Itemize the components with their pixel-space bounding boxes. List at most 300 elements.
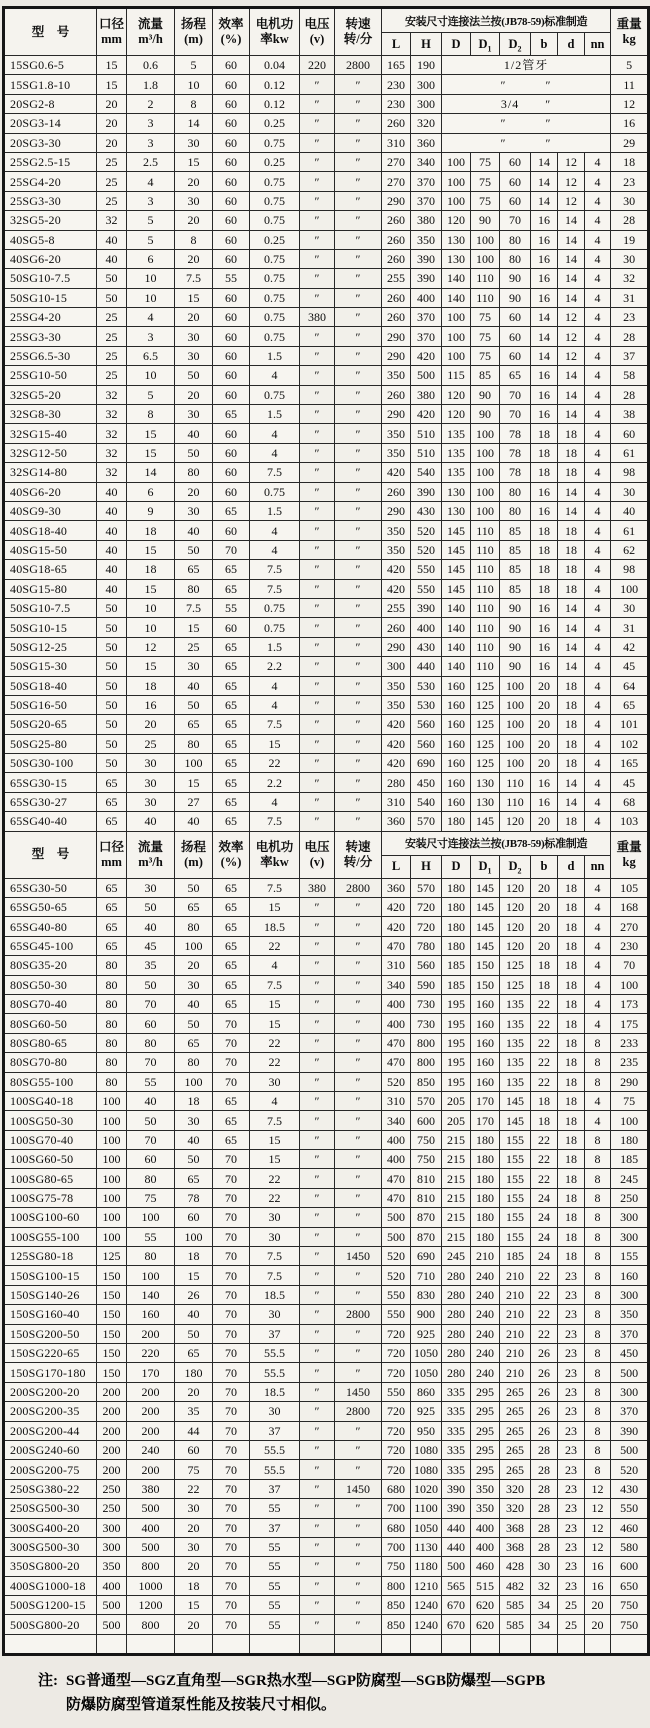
- value-cell: 60: [500, 308, 531, 327]
- value-cell: 7.5: [250, 975, 300, 994]
- value-cell: 4: [585, 598, 611, 617]
- table-row: [4, 917, 649, 936]
- value-cell: ″: [335, 152, 382, 171]
- value-cell: 150: [97, 1266, 127, 1285]
- value-cell: 100: [611, 975, 649, 994]
- value-cell: 18: [558, 560, 585, 579]
- value-cell: 25: [97, 346, 127, 365]
- value-cell: 380: [300, 878, 335, 897]
- value-cell: 65: [213, 637, 250, 656]
- value-cell: 100: [471, 424, 500, 443]
- value-cell: 100: [611, 1111, 649, 1130]
- value-cell: 4: [585, 994, 611, 1013]
- value-cell: 20: [175, 482, 213, 501]
- value-cell: 14: [558, 637, 585, 656]
- value-cell: 55.5: [250, 1363, 300, 1382]
- value-cell: 30: [175, 501, 213, 520]
- value-cell: 520: [382, 1247, 411, 1266]
- value-cell: 50: [175, 695, 213, 714]
- value-cell: 23: [558, 1460, 585, 1479]
- value-cell: 145: [471, 917, 500, 936]
- value-cell: 22: [531, 1169, 558, 1188]
- value-cell: 390: [411, 482, 442, 501]
- value-cell: 180: [611, 1130, 649, 1149]
- value-cell: 103: [611, 812, 649, 831]
- value-cell: 14: [558, 405, 585, 424]
- value-cell: 14: [558, 230, 585, 249]
- value-cell: 390: [442, 1479, 471, 1498]
- value-cell: 4: [127, 172, 175, 191]
- value-cell: 16: [531, 211, 558, 230]
- value-cell: ″: [335, 1150, 382, 1169]
- value-cell: 23: [558, 1344, 585, 1363]
- model-cell: 500SG1200-15: [4, 1596, 97, 1615]
- value-cell: 0.75: [250, 191, 300, 210]
- value-cell: 370: [411, 308, 442, 327]
- value-cell: 0.75: [250, 172, 300, 191]
- value-cell: 70: [213, 1150, 250, 1169]
- value-cell: 20: [175, 211, 213, 230]
- value-cell: 500: [442, 1557, 471, 1576]
- value-cell: 240: [471, 1324, 500, 1343]
- value-cell: 260: [382, 482, 411, 501]
- value-cell: 4: [585, 936, 611, 955]
- value-cell: 350: [382, 521, 411, 540]
- value-cell: 173: [611, 994, 649, 1013]
- table-row: [4, 1111, 649, 1130]
- value-cell: 18: [558, 994, 585, 1013]
- value-cell: 280: [442, 1305, 471, 1324]
- value-cell: 45: [127, 936, 175, 955]
- value-cell: 28: [531, 1537, 558, 1556]
- value-cell: ″: [335, 1324, 382, 1343]
- value-cell: 60: [213, 56, 250, 75]
- value-cell: 14: [531, 327, 558, 346]
- model-cell: 150SG140-26: [4, 1285, 97, 1304]
- value-cell: 810: [411, 1169, 442, 1188]
- value-cell: 125: [471, 734, 500, 753]
- value-cell: 20: [531, 936, 558, 955]
- value-cell: 1240: [411, 1615, 442, 1634]
- value-cell: 65: [213, 994, 250, 1013]
- value-cell: ″: [300, 734, 335, 753]
- value-cell: ″: [335, 366, 382, 385]
- value-cell: 4: [585, 405, 611, 424]
- value-cell: 210: [500, 1305, 531, 1324]
- value-cell: 10: [127, 288, 175, 307]
- value-cell: 165: [611, 754, 649, 773]
- value-cell: 32: [531, 1576, 558, 1595]
- value-cell: ″: [300, 936, 335, 955]
- value-cell: 34: [531, 1615, 558, 1634]
- value-cell: 40: [127, 812, 175, 831]
- model-cell: 25SG2.5-15: [4, 152, 97, 171]
- value-cell: 500: [611, 1363, 649, 1382]
- install-dim-header: d: [558, 33, 585, 56]
- model-cell: 40SG18-40: [4, 521, 97, 540]
- value-cell: 110: [500, 792, 531, 811]
- model-cell: 65SG30-50: [4, 878, 97, 897]
- value-cell: 145: [442, 521, 471, 540]
- value-cell: 70: [213, 1266, 250, 1285]
- value-cell: 600: [411, 1111, 442, 1130]
- value-cell: 70: [213, 1072, 250, 1091]
- value-cell: 620: [471, 1615, 500, 1634]
- value-cell: ″: [335, 443, 382, 462]
- value-cell: 4: [585, 1091, 611, 1110]
- install-dim-header: $D_2$: [500, 33, 531, 56]
- value-cell: 15: [250, 1014, 300, 1033]
- table-row: [4, 1150, 649, 1169]
- value-cell: ″: [300, 1324, 335, 1343]
- value-cell: 1100: [411, 1499, 442, 1518]
- table-row: [4, 405, 649, 424]
- value-cell: 295: [471, 1402, 500, 1421]
- value-cell: ″: [300, 1596, 335, 1615]
- value-cell: 170: [127, 1363, 175, 1382]
- value-cell: 22: [531, 1305, 558, 1324]
- value-cell: ″: [300, 898, 335, 917]
- value-cell: 15: [250, 1130, 300, 1149]
- value-cell: ″: [300, 1382, 335, 1401]
- value-cell: ″: [300, 443, 335, 462]
- table-row: [4, 773, 649, 792]
- model-cell: 25SG6.5-30: [4, 346, 97, 365]
- value-cell: ″: [300, 1421, 335, 1440]
- value-cell: 40: [97, 521, 127, 540]
- value-cell: ″: [335, 618, 382, 637]
- value-cell: 4: [585, 211, 611, 230]
- value-cell: 60: [611, 424, 649, 443]
- value-cell: 360: [382, 812, 411, 831]
- value-cell: 34: [531, 1596, 558, 1615]
- value-cell: 90: [500, 618, 531, 637]
- table-row: [4, 1344, 649, 1363]
- value-cell: 150: [97, 1285, 127, 1304]
- value-cell: 70: [127, 1053, 175, 1072]
- value-cell: 680: [382, 1479, 411, 1498]
- value-cell: ″: [300, 1402, 335, 1421]
- value-cell: 20: [175, 1518, 213, 1537]
- value-cell: 300: [611, 1285, 649, 1304]
- value-cell: 90: [500, 598, 531, 617]
- value-cell: 16: [531, 637, 558, 656]
- value-cell: 185: [611, 1150, 649, 1169]
- column-header: 扬程 (m): [175, 8, 213, 56]
- value-cell: 9: [127, 501, 175, 520]
- value-cell: ″: [335, 1363, 382, 1382]
- value-cell: 250: [97, 1499, 127, 1518]
- value-cell: 80: [500, 249, 531, 268]
- value-cell: 400: [411, 618, 442, 637]
- value-cell: 60: [213, 172, 250, 191]
- value-cell: 16: [531, 269, 558, 288]
- value-cell: 16: [531, 385, 558, 404]
- value-cell: 20: [97, 133, 127, 152]
- value-cell: 30: [611, 482, 649, 501]
- value-cell: 100: [471, 443, 500, 462]
- value-cell: 18: [558, 676, 585, 695]
- table-row: [4, 1130, 649, 1149]
- value-cell: ″: [335, 773, 382, 792]
- value-cell: 70: [213, 1499, 250, 1518]
- value-cell: 195: [442, 1053, 471, 1072]
- table-row: [4, 1421, 649, 1440]
- value-cell: 100: [175, 1072, 213, 1091]
- value-cell: 50: [97, 754, 127, 773]
- value-cell: 335: [442, 1382, 471, 1401]
- value-cell: 8: [585, 1130, 611, 1149]
- table-row: [4, 1537, 649, 1556]
- value-cell: 18: [558, 1014, 585, 1033]
- value-cell: ″: [335, 1053, 382, 1072]
- value-cell: ″: [335, 308, 382, 327]
- value-cell: ″: [300, 385, 335, 404]
- value-cell: 60: [175, 1440, 213, 1459]
- value-cell: 100: [500, 676, 531, 695]
- value-cell: 350: [382, 676, 411, 695]
- model-cell: 40SG15-50: [4, 540, 97, 559]
- value-cell: 20: [175, 1615, 213, 1634]
- value-cell: 4: [250, 676, 300, 695]
- value-cell: ″: [335, 230, 382, 249]
- value-cell: 70: [213, 1033, 250, 1052]
- value-cell: ″: [300, 1305, 335, 1324]
- value-cell: 31: [611, 618, 649, 637]
- value-cell: ″: [335, 501, 382, 520]
- value-cell: 22: [531, 1053, 558, 1072]
- value-cell: 65: [500, 366, 531, 385]
- value-cell: 26: [531, 1344, 558, 1363]
- header-row: [4, 831, 649, 855]
- value-cell: 40: [127, 917, 175, 936]
- value-cell: 420: [411, 405, 442, 424]
- value-cell: 16: [531, 230, 558, 249]
- value-cell: 1240: [411, 1596, 442, 1615]
- value-cell: 210: [500, 1363, 531, 1382]
- value-cell: 860: [411, 1382, 442, 1401]
- value-cell: 250: [97, 1479, 127, 1498]
- value-cell: 4: [585, 366, 611, 385]
- value-cell: 30: [175, 133, 213, 152]
- table-row: [4, 540, 649, 559]
- value-cell: 290: [382, 327, 411, 346]
- value-cell: 0.6: [127, 56, 175, 75]
- model-cell: 32SG15-40: [4, 424, 97, 443]
- value-cell: 20: [531, 715, 558, 734]
- value-cell: 680: [382, 1518, 411, 1537]
- value-cell: 60: [213, 521, 250, 540]
- value-cell: 23: [558, 1305, 585, 1324]
- value-cell: 240: [471, 1266, 500, 1285]
- value-cell: 60: [213, 191, 250, 210]
- value-cell: 18: [175, 1247, 213, 1266]
- install-dims-header: 安装尺寸连接法兰按(JB78-59)标准制造: [382, 8, 611, 33]
- value-cell: ″: [335, 1091, 382, 1110]
- value-cell: 18: [558, 812, 585, 831]
- value-cell: 4: [250, 695, 300, 714]
- value-cell: 65: [213, 1111, 250, 1130]
- value-cell: 390: [411, 249, 442, 268]
- value-cell: 750: [382, 1557, 411, 1576]
- value-cell: 4: [585, 975, 611, 994]
- value-cell: ″: [300, 1169, 335, 1188]
- value-cell: ″: [335, 695, 382, 714]
- value-cell: 0.25: [250, 152, 300, 171]
- table-row: [4, 133, 649, 152]
- value-cell: 24: [531, 1227, 558, 1246]
- value-cell: 60: [213, 366, 250, 385]
- value-cell: 4: [585, 172, 611, 191]
- value-cell: 8: [585, 1227, 611, 1246]
- value-cell: 7.5: [250, 579, 300, 598]
- model-cell: 150SG100-15: [4, 1266, 97, 1285]
- value-cell: 80: [97, 994, 127, 1013]
- column-header: 口径 mm: [97, 8, 127, 56]
- value-cell: 18: [127, 521, 175, 540]
- value-cell: 65: [213, 878, 250, 897]
- value-cell: 20: [127, 715, 175, 734]
- value-cell: 70: [127, 994, 175, 1013]
- value-cell: ″: [335, 346, 382, 365]
- value-cell: 23: [558, 1537, 585, 1556]
- value-cell: ″: [335, 521, 382, 540]
- value-cell: 40: [175, 424, 213, 443]
- value-cell: 750: [611, 1596, 649, 1615]
- value-cell: 65: [213, 792, 250, 811]
- value-cell: ″: [300, 975, 335, 994]
- value-cell: 65: [213, 1091, 250, 1110]
- value-cell: 75: [471, 346, 500, 365]
- value-cell: 16: [531, 405, 558, 424]
- table-row: [4, 579, 649, 598]
- value-cell: ″: [335, 898, 382, 917]
- value-cell: 100: [471, 501, 500, 520]
- table-row: [4, 327, 649, 346]
- value-cell: 100: [97, 1150, 127, 1169]
- value-cell: 78: [500, 463, 531, 482]
- value-cell: 37: [250, 1421, 300, 1440]
- value-cell: ″: [300, 1014, 335, 1033]
- value-cell: 30: [611, 249, 649, 268]
- model-cell: 40SG9-30: [4, 501, 97, 520]
- value-cell: 245: [442, 1247, 471, 1266]
- value-cell: 22: [531, 1014, 558, 1033]
- value-cell: 61: [611, 521, 649, 540]
- value-cell: 350: [382, 424, 411, 443]
- value-cell: 1450: [335, 1382, 382, 1401]
- value-cell: 110: [471, 560, 500, 579]
- value-cell: 40: [97, 482, 127, 501]
- value-cell: 265: [500, 1440, 531, 1459]
- value-cell: 18: [127, 676, 175, 695]
- value-cell: 110: [500, 773, 531, 792]
- value-cell: 8: [585, 1150, 611, 1169]
- value-cell: 400: [382, 1130, 411, 1149]
- table-row: [4, 994, 649, 1013]
- value-cell: 40: [97, 579, 127, 598]
- value-cell: 25: [175, 637, 213, 656]
- column-header: 扬程 (m): [175, 831, 213, 878]
- value-cell: 16: [585, 1557, 611, 1576]
- value-cell: 320: [500, 1479, 531, 1498]
- value-cell: 75: [611, 1091, 649, 1110]
- value-cell: 0.75: [250, 133, 300, 152]
- value-cell: 295: [471, 1460, 500, 1479]
- value-cell: ″: [300, 133, 335, 152]
- value-cell: 440: [442, 1537, 471, 1556]
- value-cell: 18: [558, 1169, 585, 1188]
- value-cell: 4: [585, 618, 611, 637]
- value-cell: 340: [411, 152, 442, 171]
- value-cell: 22: [531, 1130, 558, 1149]
- value-cell: 6.5: [127, 346, 175, 365]
- model-cell: 50SG10-15: [4, 288, 97, 307]
- value-cell: 85: [471, 366, 500, 385]
- value-cell: 210: [500, 1324, 531, 1343]
- column-header: 电机功 率kw: [250, 831, 300, 878]
- model-cell: 350SG800-20: [4, 1557, 97, 1576]
- value-cell: 2800: [335, 1305, 382, 1324]
- value-cell: ″: [300, 1363, 335, 1382]
- value-cell: 295: [471, 1421, 500, 1440]
- value-cell: 8: [127, 405, 175, 424]
- value-cell: 570: [411, 812, 442, 831]
- value-cell: ″: [335, 598, 382, 617]
- value-cell: 18: [558, 1033, 585, 1052]
- value-cell: 4: [585, 501, 611, 520]
- model-cell: 65SG45-100: [4, 936, 97, 955]
- value-cell: 690: [411, 1247, 442, 1266]
- column-header: 流量 m³/h: [127, 831, 175, 878]
- value-cell: 20: [175, 1382, 213, 1401]
- value-cell: 925: [411, 1402, 442, 1421]
- value-cell: ″: [300, 405, 335, 424]
- value-cell: 26: [175, 1285, 213, 1304]
- value-cell: 60: [213, 230, 250, 249]
- value-cell: 18: [531, 540, 558, 559]
- value-cell: 135: [500, 1053, 531, 1072]
- value-cell: 560: [411, 734, 442, 753]
- value-cell: 4: [250, 424, 300, 443]
- value-cell: 260: [382, 288, 411, 307]
- value-cell: 180: [471, 1227, 500, 1246]
- value-cell: 1020: [411, 1479, 442, 1498]
- model-column-header: 型 号: [4, 8, 97, 56]
- value-cell: 168: [611, 898, 649, 917]
- value-cell: 16: [531, 366, 558, 385]
- value-cell: 550: [611, 1499, 649, 1518]
- value-cell: 20: [175, 308, 213, 327]
- model-cell: 32SG12-50: [4, 443, 97, 462]
- value-cell: 64: [611, 676, 649, 695]
- value-cell: 4: [585, 676, 611, 695]
- model-cell: 25SG3-30: [4, 327, 97, 346]
- value-cell: 15: [127, 540, 175, 559]
- value-cell: 60: [213, 152, 250, 171]
- value-cell: 60: [213, 288, 250, 307]
- value-cell: 30: [611, 598, 649, 617]
- value-cell: 90: [500, 288, 531, 307]
- value-cell: 50: [175, 1150, 213, 1169]
- value-cell: 18: [127, 560, 175, 579]
- value-cell: 155: [611, 1247, 649, 1266]
- value-cell: ″: [300, 1072, 335, 1091]
- value-cell: ″: [300, 579, 335, 598]
- value-cell: 300: [611, 1227, 649, 1246]
- value-cell: ″: [335, 1576, 382, 1595]
- value-cell: 120: [500, 878, 531, 897]
